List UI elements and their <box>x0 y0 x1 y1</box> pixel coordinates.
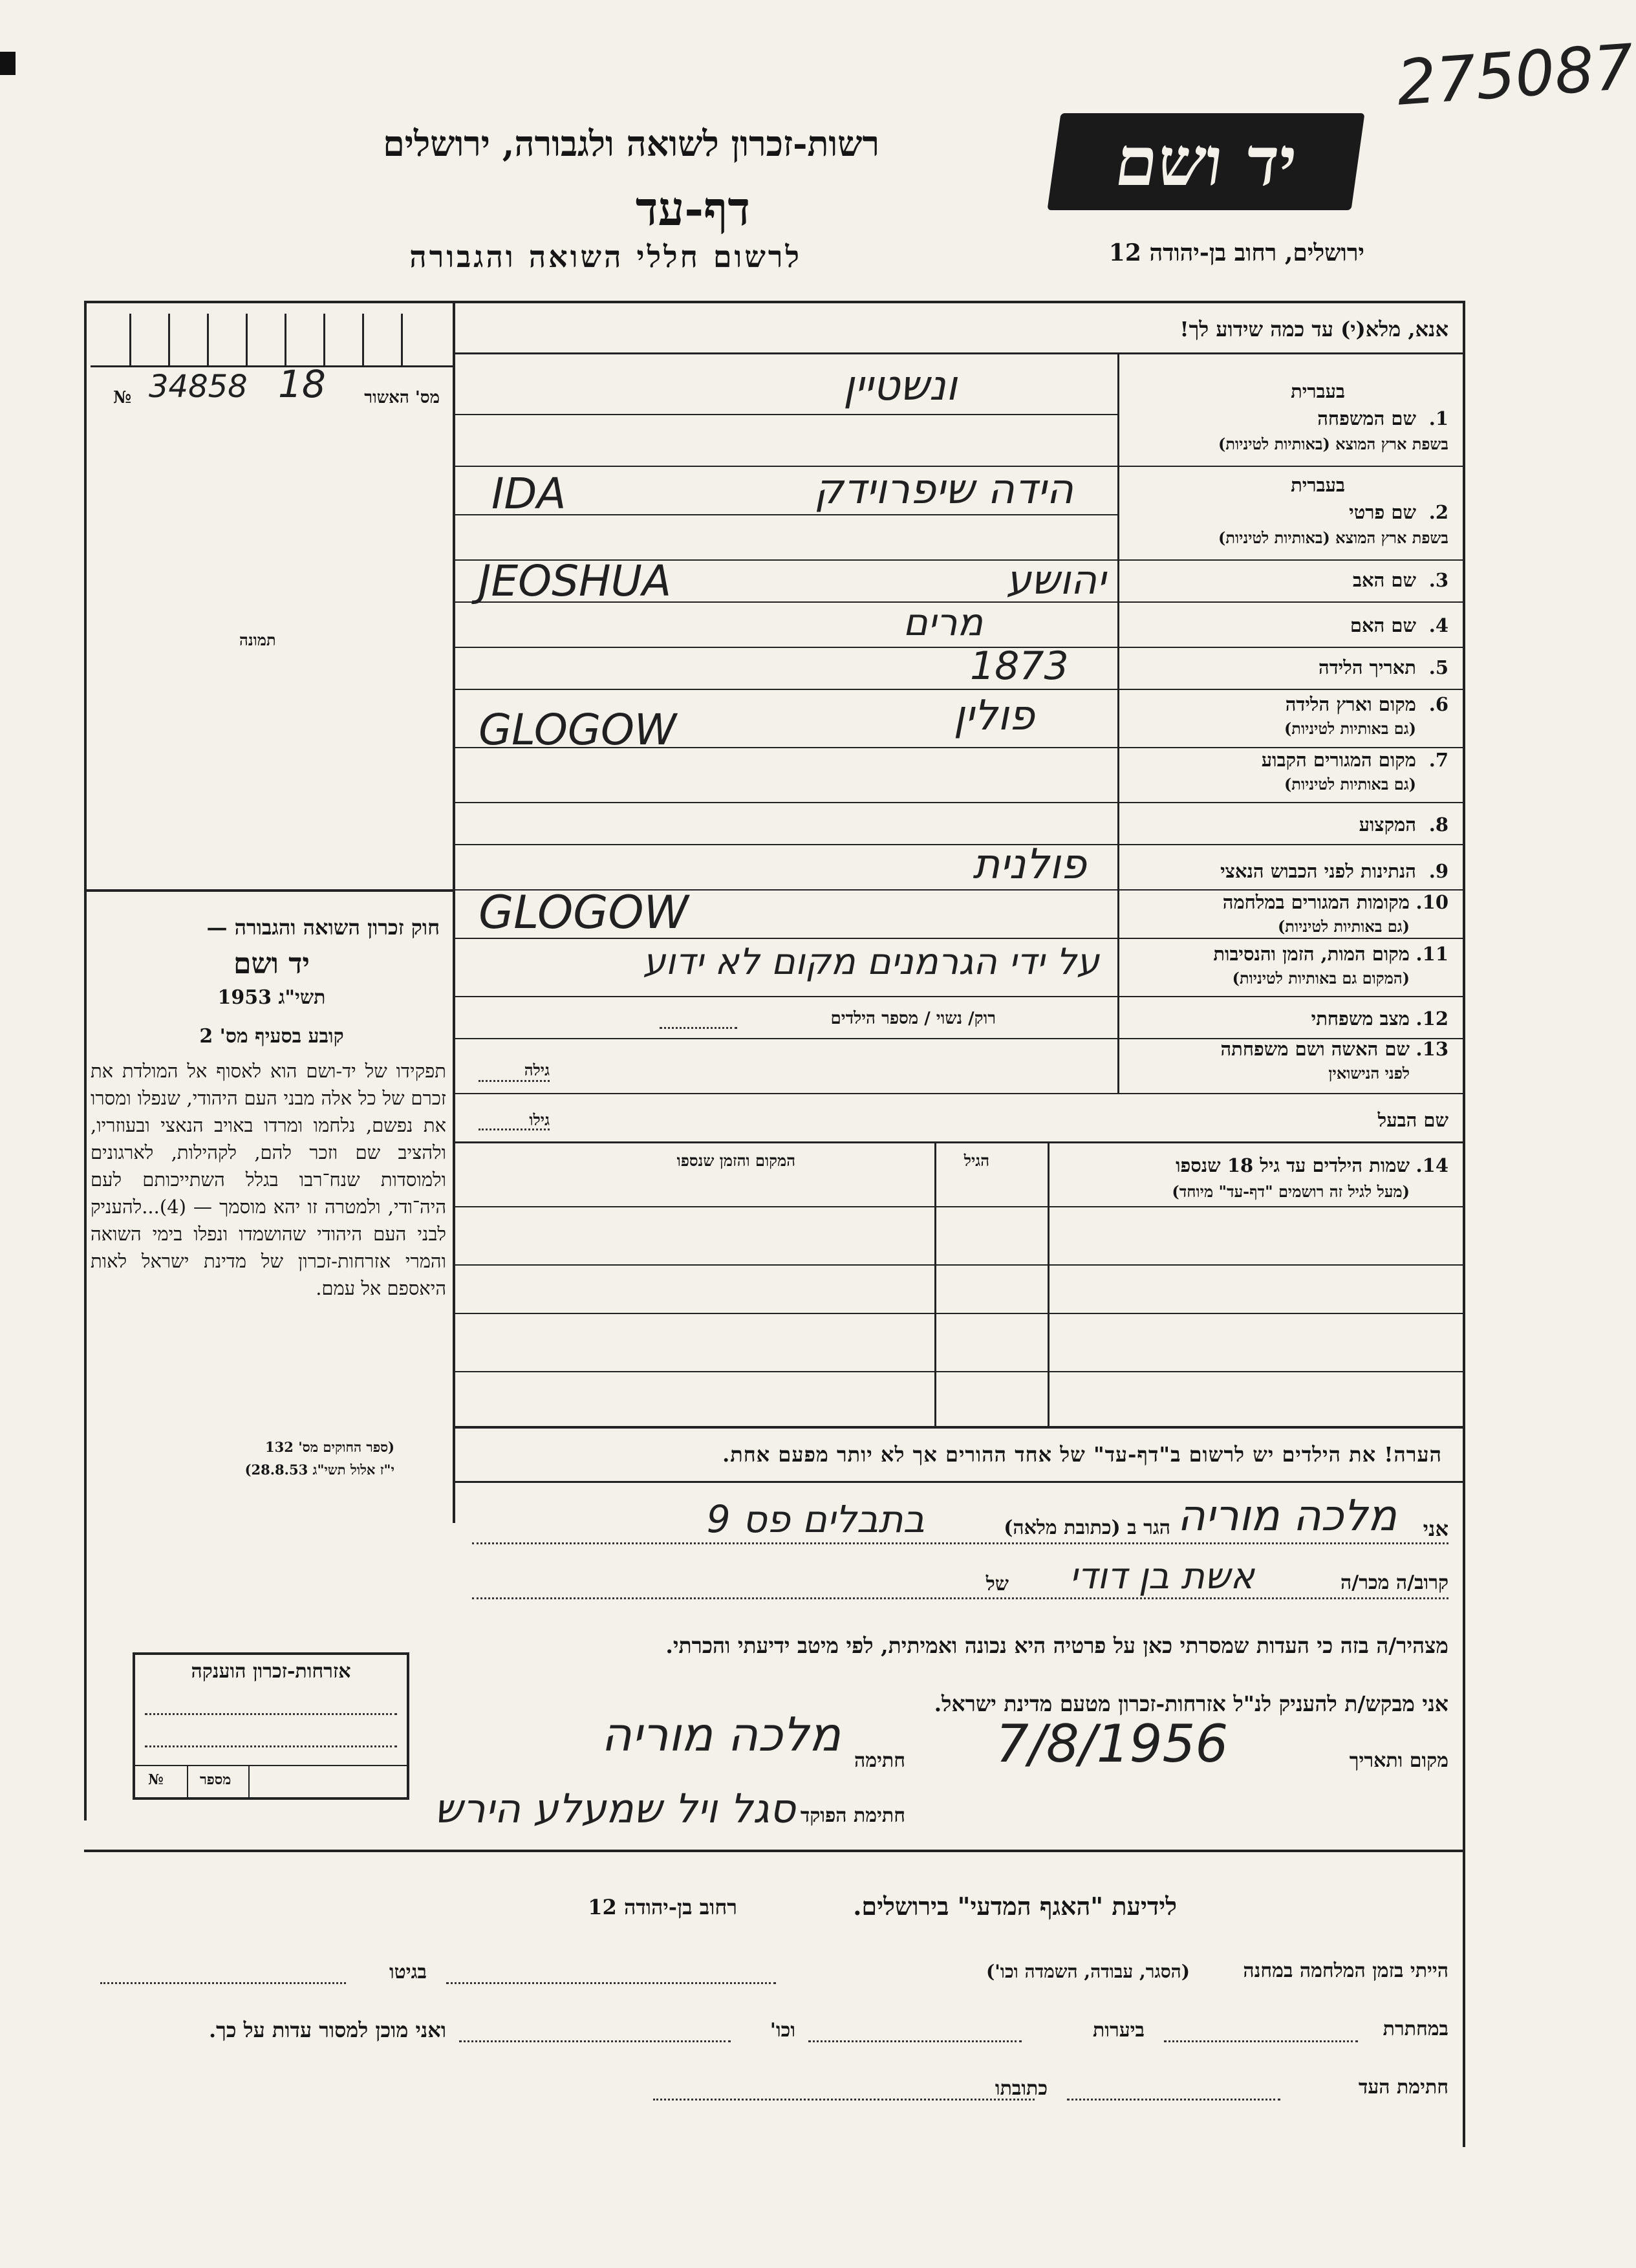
field-4-value: מרים <box>903 600 983 644</box>
field-2-value-hebrew: הידה שיפרוידק <box>813 466 1073 513</box>
field-3-value-latin: JEOSHUA <box>479 556 672 606</box>
field-14-col-place: המקום והזמן שנספו <box>676 1151 795 1170</box>
field-6-number: 6. <box>1428 693 1448 715</box>
field-2-value-latin: IDA <box>491 469 566 519</box>
declaration-request: אני מבקש/ת להעניק לנ"ל אזרחות-זכרון מטעם מדינת ישראל. <box>934 1691 1448 1716</box>
notice-line1-c: בגיטו <box>389 1961 427 1983</box>
field-11-sub: (המקום גם באותיות לטיניות) <box>1232 969 1410 988</box>
declaration-resides-label: הגר ב (כתובת מלאה) <box>1004 1517 1170 1539</box>
law-title: חוק זכרון השואה והגבורה — <box>206 915 440 940</box>
field-14-sub: (מעל לגיל זה רושמים "דף-עד" מיוחד) <box>1172 1182 1410 1201</box>
field-3-label: שם האב <box>1352 569 1416 591</box>
field-14-label: שמות הילדים עד גיל 18 שנספו <box>1176 1154 1410 1176</box>
field-12-number: 12. <box>1415 1008 1448 1030</box>
field-2-number: 2. <box>1428 501 1448 523</box>
notice-line2-d: ואני מוכן למסור עדות על כך. <box>208 2018 446 2042</box>
notice-line2-c: וכו' <box>770 2019 795 2042</box>
notice-line3-a: חתימת העד <box>1358 2076 1448 2099</box>
field-5-label: תאריך הלידה <box>1318 656 1416 678</box>
intro-text: אנא, מלא(י) עד כמה שידוע לך! <box>1179 317 1448 341</box>
field-2-sub: בשפת ארץ המוצא (באותיות לטיניות) <box>1218 528 1448 547</box>
law-citation-2: י"ז אלול תשי"ג 28.8.53) <box>244 1462 394 1478</box>
declaration-address: בתבלים פס 9 <box>706 1497 925 1541</box>
institution-name: רשות-זכרון לשואה ולגבורה, ירושלים <box>383 123 879 164</box>
place-date-label: מקום ותאריך <box>1349 1749 1448 1772</box>
law-clause: קובע בסעיף מס' 2 <box>199 1025 344 1048</box>
field-14-col-age: הגיל <box>963 1151 989 1170</box>
field-1-sub: בשפת ארץ המוצא (באותיות לטיניות) <box>1218 435 1448 453</box>
husband-age-label: גילו <box>529 1110 550 1129</box>
law-year <box>162 986 382 1009</box>
approval-label: מס' האשור <box>364 388 440 407</box>
notice-title: לידיעת "האגף המדעי" בירושלים. <box>853 1892 1177 1921</box>
field-14-number: 14. <box>1415 1154 1448 1176</box>
field-13-number: 13. <box>1415 1038 1448 1060</box>
place-date-value: 7/8/1956 <box>996 1714 1229 1774</box>
law-year-hebrew: תשי"ג <box>278 986 326 1009</box>
approval-handwritten: 18 <box>278 362 326 406</box>
law-citation-1: (ספר החוקים מס' 132 <box>265 1439 394 1455</box>
approval-prefix: № <box>113 388 132 407</box>
form-subtitle: לרשום חללי השואה והגבורה <box>409 239 802 274</box>
field-7-number: 7. <box>1428 749 1448 771</box>
form-title: דף-עד <box>635 181 750 236</box>
field-10-value: GLOGOW <box>479 886 689 939</box>
archive-number: 275087 <box>1394 30 1636 120</box>
field-3-value-hebrew: יהושע <box>1006 556 1106 603</box>
code-boxes <box>91 307 453 369</box>
declaration-of-label: של <box>985 1573 1009 1595</box>
field-10-label: מקומות המגורים במלחמה <box>1222 891 1410 913</box>
officer-value: סגל ויל שמעלע הירש <box>434 1785 795 1832</box>
field-12-label: מצב משפחתי <box>1311 1008 1410 1030</box>
law-name: יד ושם <box>233 947 310 980</box>
field-3-number: 3. <box>1428 569 1448 591</box>
law-text: תפקידו של יד-ושם הוא לאסוף אל המולדת את זכרם של כל אלה מבני העם היהודי, שנפלו ומסרו את נפשם, נלחמו ומרדו באויב הנאצי ובעוזריו, ולהציב שם וזכר להם, לקהילות, לארגונים ולמוסדות שנח־רבו בגלל השתייכותם לעם היה־ודי, ולמטרה זו יהא מוסמך — (4)...להעניק לבני העם היהודי שהושמדו ונפלו בימי השואה והמרי אזרחות-זכרון של מדינת ישראל לאות היאספם אל עמם. <box>91 1060 446 1299</box>
field-4-label: שם האם <box>1350 614 1416 636</box>
note-text: הערה! את הילדים יש לרשום ב"דף-עד" של אחד ההורים אך לא יותר מפעם אחת. <box>722 1442 1442 1467</box>
corner-mark <box>0 52 16 75</box>
field-7-sub: (גם באותיות לטיניות) <box>1284 775 1416 794</box>
notice-line2-b: ביערות <box>1092 2019 1145 2042</box>
header-address: ירושלים, רחוב בן-יהודה 12 <box>1108 239 1364 266</box>
field-1-label: שם המשפחה <box>1317 407 1416 429</box>
declaration-relative-label: קרוב/ה מכר/ה <box>1340 1571 1448 1594</box>
field-5-value: 1873 <box>970 643 1069 689</box>
field-7-label: מקום המגורים הקבוע <box>1261 749 1416 771</box>
field-11-value: על ידי הגרמנים מקום לא ידוע <box>643 941 1099 983</box>
notice-line1-b: (הסגר, עבודה, השמדה וכו') <box>985 1961 1190 1982</box>
declaration-relative-value: אשת בן דודי <box>1069 1555 1254 1597</box>
declaration-statement: מצהיר/ה בזה כי העדות שמסרתי כאן על פרטיה היא נכונה ואמיתית, לפי מיטב ידיעתי והכרתי. <box>665 1633 1448 1658</box>
notice-line2-a: במחתרת <box>1383 2018 1448 2040</box>
citizenship-number-label: מספר <box>200 1771 231 1788</box>
field-6-label: מקום וארץ הלידה <box>1285 693 1416 715</box>
declaration-i-label: אני <box>1423 1517 1448 1541</box>
field-9-number: 9. <box>1428 860 1448 882</box>
field-5-number: 5. <box>1428 656 1448 678</box>
field-13-sub: לפני הנישואין <box>1328 1064 1410 1083</box>
field-1-number: 1. <box>1428 407 1448 429</box>
husband-label: שם הבעל <box>1377 1109 1448 1131</box>
field-12-options: רוק/ נשוי / מספר הילדים <box>830 1009 996 1028</box>
field-8-number: 8. <box>1428 814 1448 836</box>
field-9-value: פולנית <box>973 841 1086 889</box>
field-11-label: מקום המות, הזמן והנסיבות <box>1213 943 1410 965</box>
field-10-number: 10. <box>1415 891 1448 913</box>
declaration-name: מלכה מוריה <box>1177 1491 1397 1540</box>
field-2-label: שם פרטי <box>1349 501 1416 523</box>
notice-line3-b: כתובתו <box>995 2077 1048 2100</box>
field-1-tag: בעברית <box>1291 380 1345 402</box>
field-1-value-hebrew: ונשטיין <box>843 362 957 410</box>
field-6-sub: (גם באותיות לטיניות) <box>1284 719 1416 738</box>
field-11-number: 11. <box>1415 943 1448 965</box>
field-8-label: המקצוע <box>1359 814 1416 836</box>
citizenship-prefix: № <box>148 1771 164 1788</box>
notice-line1-a: הייתי בזמן המלחמה במחנה <box>1243 1960 1448 1982</box>
field-2-tag: בעברית <box>1291 474 1345 496</box>
field-6-value-hebrew: פולין <box>953 692 1035 740</box>
law-year-number: 1953 <box>217 986 272 1009</box>
field-10-sub: (גם באותיות לטיניות) <box>1277 917 1410 936</box>
field-13-age-label: גילה <box>524 1061 550 1079</box>
field-13-label: שם האשה ושם משפחתה <box>1220 1038 1410 1060</box>
field-4-number: 4. <box>1428 614 1448 636</box>
citizenship-title: אזרחות-זכרון הוענקה <box>191 1660 351 1683</box>
citizenship-box <box>133 1652 409 1800</box>
photo-label: תמונה <box>239 631 276 649</box>
officer-label: חתימת הפוקד <box>800 1804 905 1827</box>
signature-value: מלכה מוריה <box>601 1707 841 1762</box>
field-9-label: הנתינות לפני הכבוש הנאצי <box>1220 860 1416 882</box>
field-6-value-latin: GLOGOW <box>479 705 677 755</box>
notice-address: רחוב בן-יהודה 12 <box>588 1895 737 1919</box>
signature-label: חתימה <box>854 1749 905 1772</box>
yad-vashem-logo: יד ושם <box>1047 113 1364 210</box>
approval-number: 34858 <box>149 369 248 405</box>
